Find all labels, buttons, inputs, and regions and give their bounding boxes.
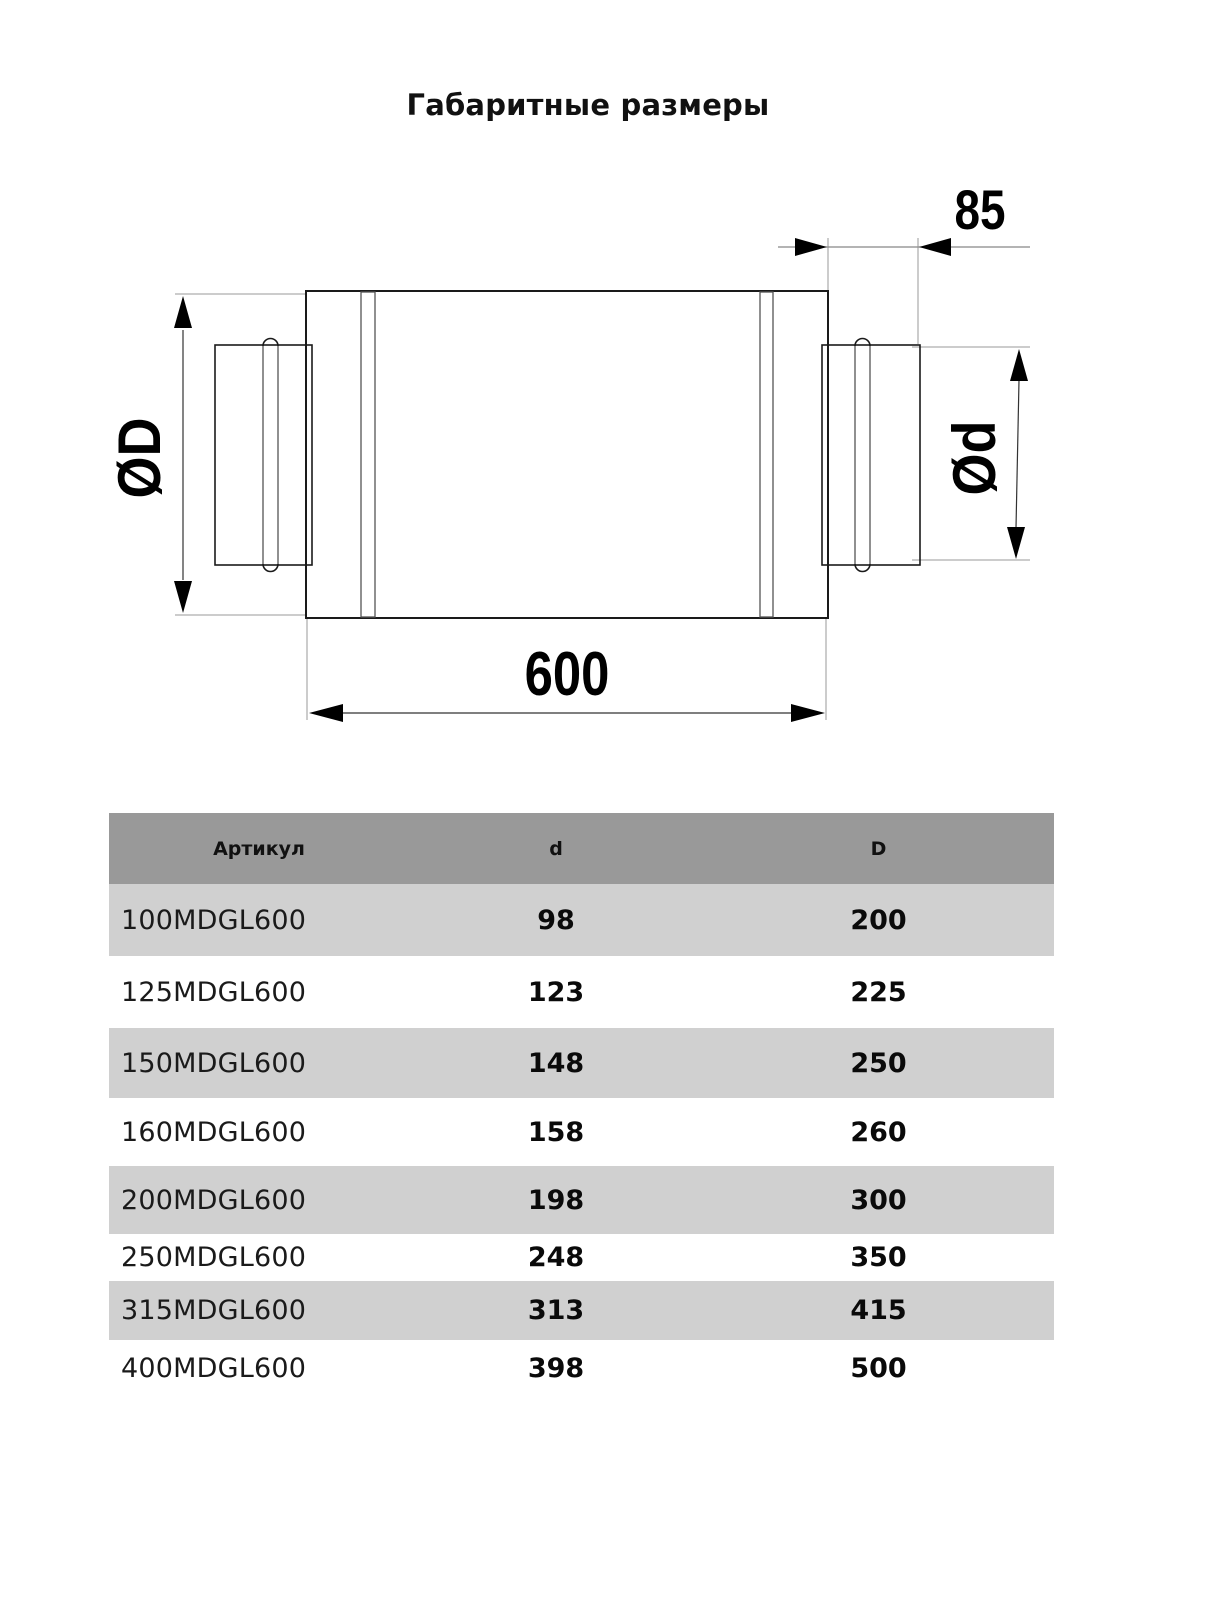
table-row bbox=[109, 1028, 1054, 1098]
D-cell: 415 bbox=[850, 1295, 907, 1326]
article-cell: 400MDGL600 bbox=[121, 1352, 307, 1384]
d-cell: 148 bbox=[527, 1047, 585, 1079]
d-cell: 98 bbox=[537, 904, 575, 936]
table-row bbox=[109, 1098, 1054, 1166]
article-cell: 100MDGL600 bbox=[121, 904, 307, 936]
table-row bbox=[109, 884, 1054, 956]
inner-diameter-dimension bbox=[1007, 349, 1028, 559]
table-row bbox=[109, 1166, 1054, 1234]
d-cell: 313 bbox=[527, 1295, 585, 1326]
D-cell: 225 bbox=[850, 976, 907, 1008]
article-cell: 315MDGL600 bbox=[121, 1295, 307, 1326]
outer-diameter-dimension bbox=[174, 296, 192, 613]
article-cell: 125MDGL600 bbox=[121, 976, 307, 1008]
outer-diameter-label: ØD bbox=[106, 417, 173, 499]
D-cell: 200 bbox=[850, 904, 907, 936]
table-row bbox=[109, 1340, 1054, 1396]
d-cell: 123 bbox=[527, 976, 585, 1008]
article-cell: 160MDGL600 bbox=[121, 1116, 307, 1148]
header-d: d bbox=[549, 837, 563, 860]
d-cell: 248 bbox=[527, 1242, 585, 1273]
article-cell: 200MDGL600 bbox=[121, 1184, 307, 1216]
table-row bbox=[109, 956, 1054, 1028]
collar-length-label: 85 bbox=[954, 178, 1006, 241]
right-collar bbox=[822, 339, 920, 572]
silencer-body bbox=[306, 291, 828, 618]
d-cell: 158 bbox=[527, 1116, 585, 1148]
left-collar bbox=[215, 339, 312, 572]
header-D: D bbox=[870, 837, 887, 860]
article-cell: 250MDGL600 bbox=[121, 1242, 307, 1273]
header-article: Артикул bbox=[213, 837, 305, 860]
article-cell: 150MDGL600 bbox=[121, 1047, 307, 1079]
table-row bbox=[109, 1234, 1054, 1281]
D-cell: 500 bbox=[850, 1352, 907, 1384]
table-header bbox=[109, 813, 1054, 884]
d-cell: 198 bbox=[527, 1184, 585, 1216]
inner-diameter-label: Ød bbox=[941, 420, 1008, 496]
D-cell: 260 bbox=[850, 1116, 907, 1148]
D-cell: 250 bbox=[850, 1047, 907, 1079]
d-cell: 398 bbox=[527, 1352, 585, 1384]
page-title: Габаритные размеры bbox=[406, 88, 770, 122]
D-cell: 300 bbox=[850, 1184, 907, 1216]
body-length-label: 600 bbox=[524, 640, 610, 709]
table-row bbox=[109, 1281, 1054, 1340]
dimensions-table bbox=[109, 813, 1054, 1396]
D-cell: 350 bbox=[850, 1242, 907, 1273]
